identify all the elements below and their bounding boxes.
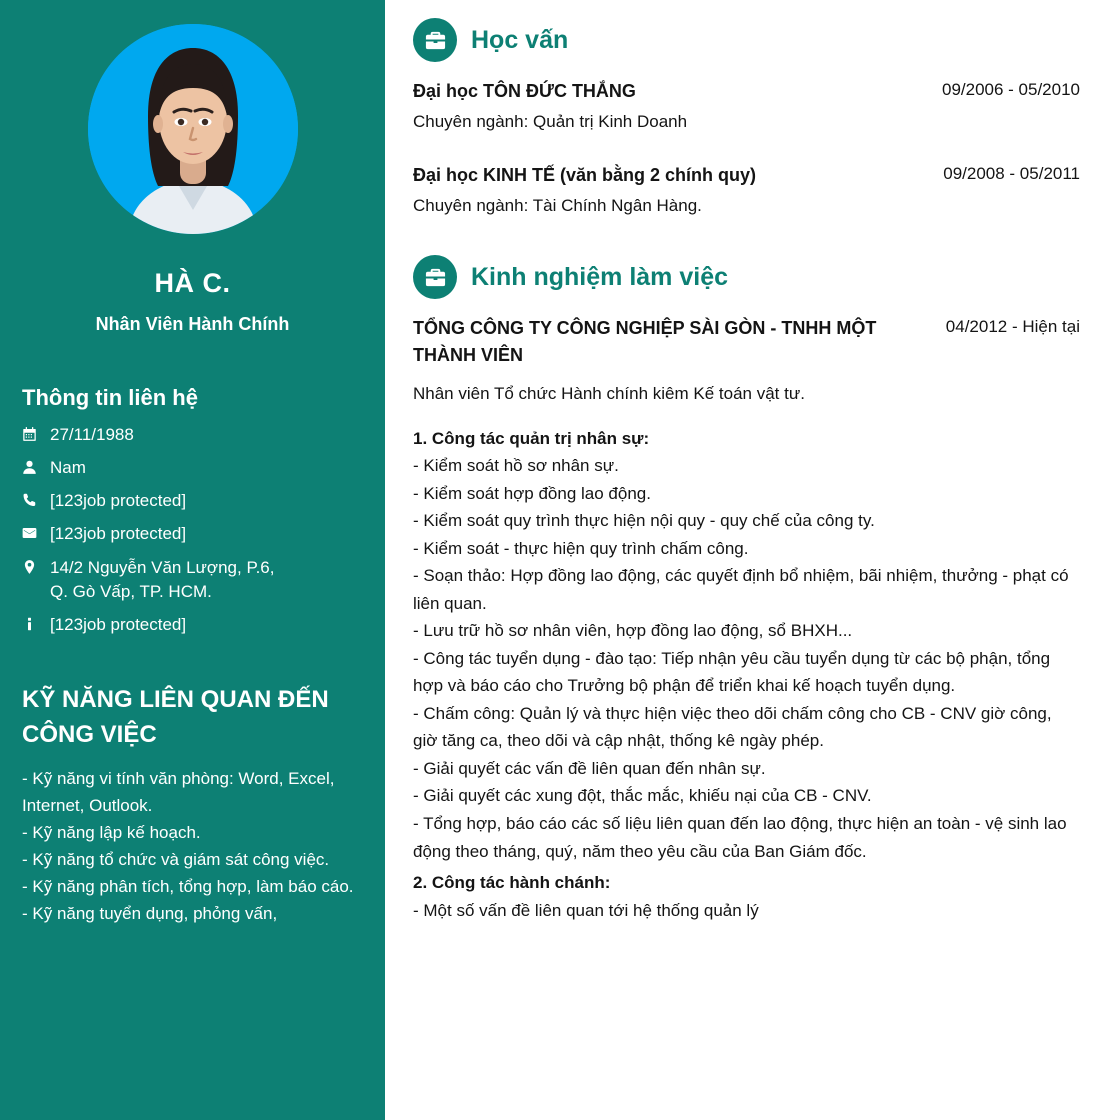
detail-line: - Lưu trữ hồ sơ nhân viên, hợp đồng lao động, sổ BHXH... bbox=[413, 621, 853, 641]
candidate-role: Nhân Viên Hành Chính bbox=[95, 314, 290, 334]
contact-value bbox=[50, 556, 363, 604]
experience-section-header bbox=[413, 255, 1080, 299]
main-content bbox=[385, 0, 1106, 1120]
contact-item-email[interactable] bbox=[22, 522, 363, 546]
contact-value: [123job protected] bbox=[50, 614, 187, 634]
phone-icon bbox=[22, 489, 50, 508]
skill-item: - Kỹ năng tổ chức và giám sát công việc. bbox=[22, 850, 330, 870]
education-entry-head bbox=[413, 162, 1080, 189]
skill-item: - Kỹ năng tuyển dụng, phỏng vấn, bbox=[22, 903, 278, 923]
detail-line: - Kiểm soát hồ sơ nhân sự. bbox=[413, 456, 619, 476]
skills-heading: KỸ NĂNG LIÊN QUAN ĐẾN CÔNG VIỆC bbox=[22, 685, 329, 748]
contact-value: [123job protected] bbox=[50, 524, 187, 544]
experience-title: Kinh nghiệm làm việc bbox=[471, 262, 729, 291]
skill-item: - Kỹ năng lập kế hoạch. bbox=[22, 823, 201, 843]
avatar-wrap bbox=[22, 24, 363, 234]
detail-line: 2. Công tác hành chánh: bbox=[413, 873, 611, 893]
contact-item-phone[interactable] bbox=[22, 489, 363, 513]
school-name: Đại học KINH TẾ (văn bằng 2 chính quy) bbox=[413, 164, 757, 185]
school-major: Chuyên ngành: Quản trị Kinh Doanh bbox=[413, 112, 688, 131]
contact-item-address bbox=[22, 556, 363, 604]
company-date: 04/2012 - Hiện tại bbox=[945, 317, 1080, 337]
skill-item: - Kỹ năng vi tính văn phòng: Word, Excel, Internet, Outlook. bbox=[22, 769, 335, 816]
briefcase-icon bbox=[413, 18, 457, 62]
contact-value: [123job protected] bbox=[50, 491, 187, 511]
detail-line: - Tổng hợp, báo cáo các số liệu liên quan đến lao động, thực hiện an toàn - vệ sinh lao động theo tháng, quý, năm theo yêu cầu của Ban Giám đốc. bbox=[413, 814, 1067, 861]
contact-heading: Thông tin liên hệ bbox=[22, 385, 198, 410]
education-entry-head bbox=[413, 78, 1080, 105]
detail-line: - Kiểm soát hợp đồng lao động. bbox=[413, 483, 651, 503]
contact-value: 27/11/1988 bbox=[50, 425, 134, 444]
experience-entry-head bbox=[413, 315, 1080, 369]
school-date: 09/2008 - 05/2011 bbox=[943, 163, 1080, 183]
location-pin-icon bbox=[22, 556, 50, 575]
avatar bbox=[88, 24, 298, 234]
school-name: Đại học TÔN ĐỨC THẮNG bbox=[413, 81, 636, 101]
detail-line: 1. Công tác quản trị nhân sự: bbox=[413, 428, 650, 448]
contact-value: Nam bbox=[50, 458, 86, 478]
education-section-header bbox=[413, 18, 1080, 62]
education-item bbox=[413, 162, 1080, 220]
detail-line: - Giải quyết các vấn đề liên quan đến nhân sự. bbox=[413, 758, 766, 778]
calendar-icon bbox=[22, 423, 50, 442]
contact-list bbox=[22, 423, 363, 637]
detail-line: - Kiểm soát - thực hiện quy trình chấm công. bbox=[413, 538, 749, 558]
school-major: Chuyên ngành: Tài Chính Ngân Hàng. bbox=[413, 195, 702, 215]
info-icon bbox=[22, 613, 50, 632]
detail-line: - Giải quyết các xung đột, thắc mắc, khiếu nại của CB - CNV. bbox=[413, 786, 872, 806]
company-name: TỔNG CÔNG TY CÔNG NGHIỆP SÀI GÒN - TNHH MỘT THÀNH VIÊN bbox=[413, 318, 877, 366]
skill-item: - Kỹ năng phân tích, tổng hợp, làm báo cáo. bbox=[22, 876, 354, 896]
sidebar bbox=[0, 0, 385, 1120]
detail-line: - Một số vấn đề liên quan tới hệ thống quản lý bbox=[413, 900, 759, 920]
contact-item-gender bbox=[22, 456, 363, 480]
candidate-name: HÀ C. bbox=[154, 268, 231, 298]
detail-line: - Kiểm soát quy trình thực hiện nội quy - quy chế của công ty. bbox=[413, 511, 875, 531]
contact-item-info[interactable] bbox=[22, 613, 363, 637]
spacer bbox=[413, 136, 1080, 162]
education-title: Học vấn bbox=[471, 25, 569, 54]
address-line-1: 14/2 Nguyễn Văn Lượng, P.6, bbox=[50, 557, 275, 577]
detail-line: - Chấm công: Quản lý và thực hiện việc theo dõi chấm công cho CB - CNV giờ công, giờ tăng ca, theo dõi và cập nhật, thống kê ngày phép. bbox=[413, 703, 1052, 751]
envelope-icon bbox=[22, 522, 50, 541]
detail-line: - Công tác tuyển dụng - đào tạo: Tiếp nhận yêu cầu tuyển dụng từ các bộ phận, tổng hợp và báo cáo cho Trưởng bộ phận để triển khai kế hoạch tuyển dụng. bbox=[413, 648, 1051, 696]
contact-item-birthdate bbox=[22, 423, 363, 447]
experience-details bbox=[413, 425, 1080, 925]
job-position: Nhân viên Tổ chức Hành chính kiêm Kế toán vật tư. bbox=[413, 384, 805, 404]
address-line-2: Q. Gò Vấp, TP. HCM. bbox=[50, 581, 212, 601]
briefcase-icon bbox=[413, 255, 457, 299]
school-date: 09/2006 - 05/2010 bbox=[941, 80, 1080, 99]
person-icon bbox=[22, 456, 50, 475]
skills-list bbox=[22, 766, 363, 927]
detail-line: - Soạn thảo: Hợp đồng lao động, các quyết định bổ nhiệm, bãi nhiệm, thưởng - phạt có liên quan. bbox=[413, 566, 1069, 613]
portrait-photo-icon bbox=[88, 24, 298, 234]
education-item bbox=[413, 78, 1080, 136]
